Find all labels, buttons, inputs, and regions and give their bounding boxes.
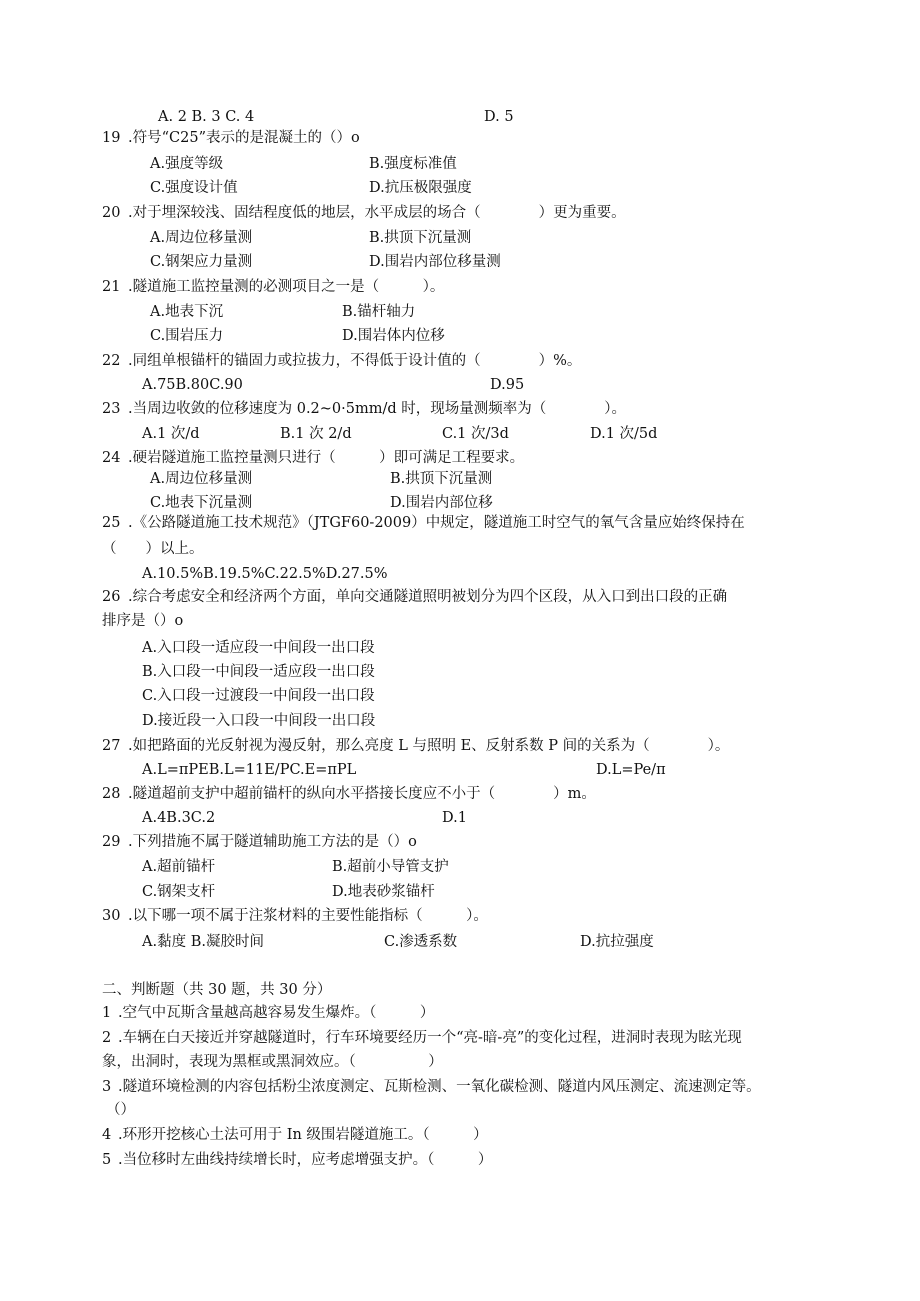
q30-option-ab: A.黏度 B.凝胶时间 xyxy=(142,934,264,950)
q23-option-d: D.1 次/5d xyxy=(590,426,658,442)
q29-stem: .下列措施不属于隧道辅助施工方法的是（）o xyxy=(128,834,417,850)
q20-option-d: D.围岩内部位移量测 xyxy=(369,254,501,270)
j4-number: 4 xyxy=(102,1127,112,1143)
q26-option-b: B.入口段一中间段一适应段一出口段 xyxy=(142,664,375,680)
q21-stem: .隧道施工监控量测的必测项目之一是（ ）。 xyxy=(128,279,445,295)
q27-options-abc: A.L=πPEB.L=11E/PC.E=πPL xyxy=(142,762,357,778)
q26-number: 26 xyxy=(102,589,121,605)
q25-stem: .《公路隧道施工技术规范》（JTGF60-2009）中规定，隧道施工时空气的氧气含量应始终保持在 xyxy=(128,515,745,531)
q22-stem: .同组单根锚杆的锚固力或拉拔力，不得低于设计值的（ ）%。 xyxy=(128,353,582,369)
q20-number: 20 xyxy=(102,205,121,221)
q19-stem: .符号“C25”表示的是混凝土的（）o xyxy=(128,130,360,146)
q19-option-d: D.抗压极限强度 xyxy=(369,180,472,196)
j2-stem-continued: 象，出洞时，表现为黑框或黑洞效应。（ ） xyxy=(102,1054,443,1070)
q21-option-d: D.围岩体内位移 xyxy=(342,328,445,344)
q30-option-d: D.抗拉强度 xyxy=(580,934,654,950)
q26-stem-continued: 排序是（）o xyxy=(102,613,184,629)
q24-option-b: B.拱顶下沉量测 xyxy=(390,471,493,487)
q19-option-c: C.强度设计值 xyxy=(150,180,238,196)
q19-option-b: B.强度标准值 xyxy=(369,156,457,172)
q23-option-a: A.1 次/d xyxy=(142,426,200,442)
j5-stem: .当位移时左曲线持续增长时，应考虑增强支护。（ ） xyxy=(118,1152,493,1168)
q20-option-a: A.周边位移量测 xyxy=(150,230,253,246)
q25-stem-continued: （ ）以上。 xyxy=(102,541,204,557)
q24-option-d: D.围岩内部位移 xyxy=(390,495,493,511)
q23-stem: .当周边收敛的位移速度为 0.2~0·5mm/d 时，现场量测频率为（ ）。 xyxy=(128,401,627,417)
j2-stem: .车辆在白天接近并穿越隧道时，行车环境要经历一个“亮-暗-亮”的变化过程，进洞时表现为眩光现 xyxy=(118,1030,742,1046)
q28-stem: .隧道超前支护中超前锚杆的纵向水平搭接长度应不小于（ ）m。 xyxy=(128,786,596,802)
q25-number: 25 xyxy=(102,515,121,531)
q30-option-c: C.渗透系数 xyxy=(384,934,458,950)
q18-option-d: D. 5 xyxy=(484,109,514,125)
q20-option-b: B.拱顶下沉量测 xyxy=(369,230,472,246)
q28-number: 28 xyxy=(102,786,121,802)
j3-number: 3 xyxy=(102,1079,112,1095)
q24-option-c: C.地表下沉量测 xyxy=(150,495,253,511)
q29-option-c: C.钢架支杆 xyxy=(142,884,216,900)
q20-option-c: C.钢架应力量测 xyxy=(150,254,253,270)
q26-option-a: A.入口段一适应段一中间段一出口段 xyxy=(142,640,375,656)
q21-option-a: A.地表下沉 xyxy=(150,304,224,320)
q26-stem: .综合考虑安全和经济两个方面，单向交通隧道照明被划分为四个区段，从入口到出口段的正确 xyxy=(128,589,728,605)
j1-number: 1 xyxy=(102,1005,112,1021)
q23-option-b: B.1 次 2/d xyxy=(280,426,352,442)
j3-stem: .隧道环境检测的内容包括粉尘浓度测定、瓦斯检测、一氧化碳检测、隧道内风压测定、流速测定等。 xyxy=(118,1079,761,1095)
q24-stem: .硬岩隧道施工监控量测只进行（ ）即可满足工程要求。 xyxy=(128,450,525,466)
j4-stem: .环形开挖核心土法可用于 In 级围岩隧道施工。（ ） xyxy=(118,1127,488,1143)
q27-option-d: D.L=Pe/π xyxy=(596,762,666,778)
q23-option-c: C.1 次/3d xyxy=(442,426,509,442)
q20-stem: .对于埋深较浅、固结程度低的地层，水平成层的场合（ ）更为重要。 xyxy=(128,205,626,221)
j3-stem-continued: （） xyxy=(106,1102,135,1118)
q19-number: 19 xyxy=(102,130,121,146)
j1-stem: .空气中瓦斯含量越高越容易发生爆炸。（ ） xyxy=(118,1005,435,1021)
q26-option-c: C.入口段一过渡段一中间段一出口段 xyxy=(142,688,375,704)
q29-option-b: B.超前小导管支护 xyxy=(332,859,449,875)
q23-number: 23 xyxy=(102,401,121,417)
q22-option-d: D.95 xyxy=(490,377,525,393)
q22-number: 22 xyxy=(102,353,121,369)
j5-number: 5 xyxy=(102,1152,112,1168)
q24-option-a: A.周边位移量测 xyxy=(150,471,253,487)
q19-option-a: A.强度等级 xyxy=(150,156,224,172)
q30-stem: .以下哪一项不属于注浆材料的主要性能指标（ ）。 xyxy=(128,908,488,924)
q21-option-b: B.锚杆轴力 xyxy=(342,304,416,320)
q21-number: 21 xyxy=(102,279,121,295)
q26-option-d: D.接近段一入口段一中间段一出口段 xyxy=(142,713,376,729)
q27-stem: .如把路面的光反射视为漫反射，那么亮度 L 与照明 E、反射系数 P 间的关系为（ ）。 xyxy=(128,738,730,754)
q29-number: 29 xyxy=(102,834,121,850)
q21-option-c: C.围岩压力 xyxy=(150,328,224,344)
q28-options-abc: A.4B.3C.2 xyxy=(142,810,216,826)
q29-option-d: D.地表砂浆锚杆 xyxy=(332,884,435,900)
q28-option-d: D.1 xyxy=(442,810,467,826)
q30-number: 30 xyxy=(102,908,121,924)
q18-options-abc: A. 2 B. 3 C. 4 xyxy=(158,109,255,125)
q24-number: 24 xyxy=(102,450,121,466)
judge-section-heading: 二、判断题（共 30 题，共 30 分） xyxy=(102,982,332,998)
q27-number: 27 xyxy=(102,738,121,754)
j2-number: 2 xyxy=(102,1030,112,1046)
q22-options-abc: A.75B.80C.90 xyxy=(142,377,243,393)
q29-option-a: A.超前锚杆 xyxy=(142,859,216,875)
q25-options: A.10.5%B.19.5%C.22.5%D.27.5% xyxy=(142,566,388,582)
